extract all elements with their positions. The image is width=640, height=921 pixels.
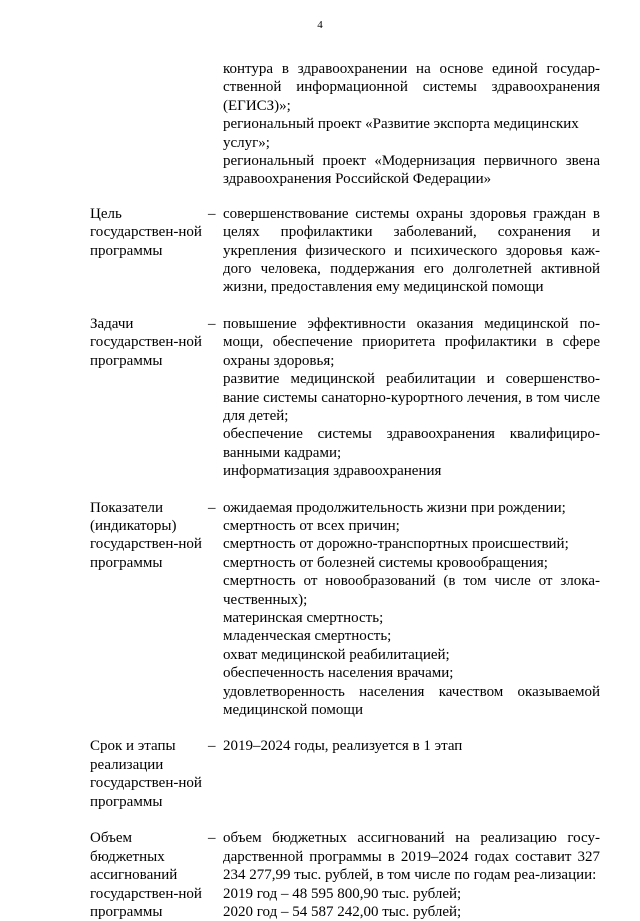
- row-label: Задачи государствен-ной программы: [90, 315, 202, 369]
- row-dash: –: [208, 205, 216, 222]
- row-label: Цель государствен-ной программы: [90, 205, 202, 259]
- row-content: [223, 315, 600, 481]
- content-line: материнская смертность;: [223, 609, 384, 626]
- content-line: 2020 год – 54 587 242,00 тыс. рублей;: [223, 904, 462, 921]
- content-line: региональный проект «Развитие экспорта медицинских услуг»;: [223, 116, 579, 151]
- row-label: Показатели (индикаторы) государствен-ной программы: [90, 499, 202, 571]
- row-content: [223, 829, 600, 921]
- content-line: региональный проект «Модернизация первичного звена здравоохранения Российской Федерации»: [223, 153, 600, 188]
- passport-row-funding: [90, 829, 600, 921]
- row-dash: –: [208, 499, 216, 516]
- content-line: повышение эффективности оказания медицинской по-мощи, обеспечение приоритета профилактики в сфере охраны здоровья;: [223, 315, 600, 369]
- row-label: Объем бюджетных ассигнований государствен-ной программы: [90, 830, 202, 921]
- program-passport: [90, 60, 600, 921]
- row-content: [223, 499, 600, 720]
- content-line: смертность от всех причин;: [223, 517, 400, 534]
- content-line: смертность от болезней системы кровообращения;: [223, 554, 548, 571]
- content-line: 2019–2024 годы, реализуется в 1 этап: [223, 738, 463, 755]
- row-content: [223, 205, 600, 297]
- row-content: [223, 60, 600, 189]
- content-line: смертность от дорожно-транспортных происшествий;: [223, 536, 569, 553]
- passport-row-tasks: [90, 315, 600, 481]
- content-line: смертность от новообразований (в том числе от злока-чественных);: [223, 573, 600, 608]
- passport-row-goal: [90, 205, 600, 297]
- content-line: объем бюджетных ассигнований на реализацию госу-дарственной программы в 2019–2024 годах составит 327 234 277,99 тыс. рублей, в том числе по годам реа-лизации:: [223, 830, 600, 884]
- row-dash: –: [208, 315, 216, 332]
- content-line: обеспечение системы здравоохранения квалифициро-ванными кадрами;: [223, 426, 600, 461]
- content-line: контура в здравоохранении на основе единой государ-ственной информационной системы здравоохранения (ЕГИСЗ)»;: [223, 61, 600, 114]
- row-dash: –: [208, 830, 216, 847]
- row-content: [223, 737, 600, 811]
- content-line: обеспеченность населения врачами;: [223, 665, 454, 682]
- page-number: 4: [317, 19, 323, 31]
- passport-row-continuation: [90, 60, 600, 189]
- row-dash: –: [208, 738, 216, 755]
- content-line: ожидаемая продолжительность жизни при рождении;: [223, 499, 566, 516]
- passport-row-indicators: [90, 499, 600, 720]
- content-line: удовлетворенность населения качеством оказываемой медицинской помощи: [223, 683, 600, 718]
- passport-row-timeline: [90, 737, 600, 811]
- content-line: развитие медицинской реабилитации и совершенство-вание системы санаторно-курортного лечения, в том числе для детей;: [223, 371, 600, 424]
- content-line: 2019 год – 48 595 800,90 тыс. рублей;: [223, 885, 462, 902]
- content-line: информатизация здравоохранения: [223, 463, 442, 480]
- content-line: совершенствование системы охраны здоровья граждан в целях профилактики заболеваний, сохранения и укрепления физического и психического здоровья каж-дого человека, поддержания его долголетней активной жизни, предоставления ему медицинской помощи: [223, 205, 600, 296]
- content-line: младенческая смертность;: [223, 628, 392, 645]
- content-line: охват медицинской реабилитацией;: [223, 646, 450, 663]
- row-label: Срок и этапы реализации государствен-ной программы: [90, 738, 202, 810]
